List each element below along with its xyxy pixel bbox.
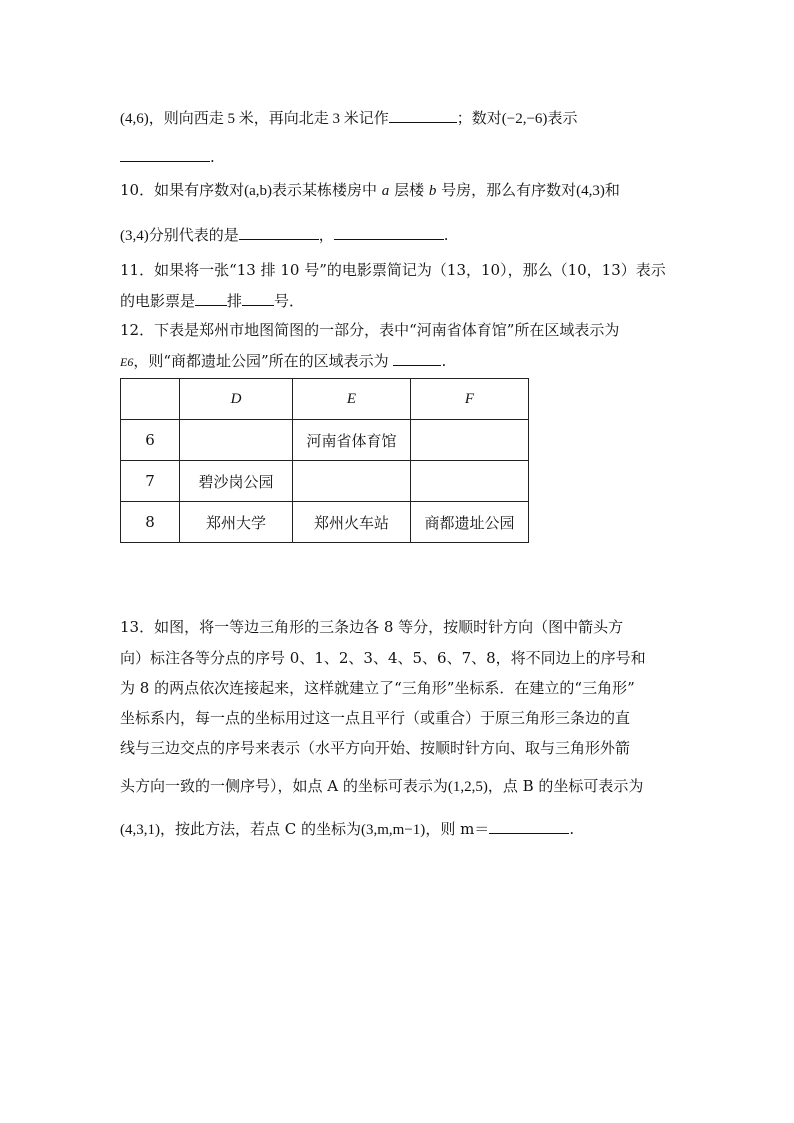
q13-answer-blank[interactable]	[489, 818, 569, 834]
map-grid-table	[120, 378, 529, 543]
q10-pair-43: (4,3)	[576, 183, 605, 199]
q10-period: .	[443, 226, 449, 244]
q10-line-1	[120, 180, 620, 201]
table-header-d: D	[180, 379, 293, 420]
table-cell: 河南省体育馆	[293, 420, 411, 461]
q13-line-1: 13．如图，将一等边三角形的三条边各 8 等分，按顺时针方向（图中箭头方	[120, 618, 624, 636]
q10-var-b: b	[428, 183, 437, 199]
q9-answer-blank-1[interactable]	[389, 107, 457, 123]
q9-line-1	[120, 107, 577, 129]
table-row	[121, 461, 529, 502]
q10-text-3: 号房，那么有序数对	[441, 181, 577, 199]
q10-number: 10．如果有序数对	[120, 181, 245, 199]
table-cell: 碧沙岗公园	[180, 461, 293, 502]
q12-answer-blank[interactable]	[393, 350, 441, 366]
q13-period: .	[569, 820, 575, 838]
table-cell	[293, 461, 411, 502]
q11-text-start: 的电影票是	[120, 292, 196, 310]
q9-period: .	[210, 148, 215, 166]
table-row-label: 6	[121, 420, 180, 461]
q10-var-a: a	[381, 183, 390, 199]
table-cell: 郑州大学	[180, 502, 293, 543]
q11-line-2	[120, 290, 304, 311]
table-header-row	[121, 379, 529, 420]
table-row-label: 8	[121, 502, 180, 543]
table-row-label: 7	[121, 461, 180, 502]
q9-answer-blank-2[interactable]	[120, 146, 210, 162]
q13-pair-b: (4,3,1)	[120, 822, 160, 838]
q11-text-mid: 排	[227, 292, 243, 310]
table-cell	[411, 461, 529, 502]
table-header-f: F	[411, 379, 529, 420]
q12-code: E6	[120, 355, 134, 369]
q10-comma: ，	[318, 226, 334, 244]
table-cell	[411, 420, 529, 461]
q10-line-2	[120, 224, 449, 246]
q10-text-4: 和	[604, 181, 620, 199]
q9-text-end: 表示	[547, 109, 578, 127]
q12-text: ，则“商都遗址公园”所在的区域表示为	[133, 352, 389, 370]
q13-text-7b: ，则 m＝	[425, 820, 490, 838]
q12-period: .	[441, 352, 447, 370]
q13-pair-c: (3,m,m−1)	[361, 822, 426, 838]
table-cell: 郑州火车站	[293, 502, 411, 543]
q10-text: 表示某栋楼房中	[272, 181, 378, 199]
q13-text-6b: ，点 B 的坐标可表示为	[487, 777, 644, 795]
q13-pair-a: (1,2,5)	[447, 779, 488, 795]
q10-text-2: 层楼	[394, 181, 425, 199]
q13-line-3: 为 8 的两点依次连接起来，这样就建立了“三角形”坐标系．在建立的“三角形”	[120, 679, 635, 697]
q10-text-5: 分别代表的是	[148, 226, 239, 244]
q11-answer-blank-2[interactable]	[242, 290, 274, 306]
q9-text-start: (4,6)，则向西走 5 米，再向北走 3 米记作	[120, 111, 389, 127]
q11-answer-blank-1[interactable]	[195, 290, 227, 306]
q13-line-4: 坐标系内，每一点的坐标用过这一点且平行（或重合）于原三角形三条边的直	[120, 709, 631, 727]
q12-line-2	[120, 350, 446, 372]
q13-line-7	[120, 818, 574, 840]
q10-pair-ab: (a,b)	[244, 183, 272, 199]
q13-line-2: 向）标注各等分点的序号 0、1、2、3、4、5、6、7、8，将不同边上的序号和	[120, 649, 646, 667]
table-cell: 商都遗址公园	[411, 502, 529, 543]
table-header-e: E	[293, 379, 411, 420]
q11-line-1: 11．如果将一张“13 排 10 号”的电影票简记为（13，10），那么（10，13）表示	[120, 261, 666, 279]
table-header-corner	[121, 379, 180, 420]
q10-pair-34: (3,4)	[120, 228, 149, 244]
q9-text-mid: ；数对	[456, 109, 502, 127]
q9-pair: (−2,−6)	[501, 111, 548, 127]
q12-line-1: 12．下表是郑州市地图简图的一部分，表中“河南省体育馆”所在区域表示为	[120, 321, 620, 339]
table-row	[121, 502, 529, 543]
q13-text-7a: ，按此方法，若点 C 的坐标为	[160, 820, 362, 838]
q10-answer-blank-1[interactable]	[239, 224, 319, 240]
q9-line-2	[120, 146, 215, 167]
q10-answer-blank-2[interactable]	[334, 224, 444, 240]
table-row	[121, 420, 529, 461]
q13-line-5: 线与三边交点的序号来表示（水平方向开始、按顺时针方向、取与三角形外箭	[120, 739, 631, 757]
q11-text-end: 号．	[274, 292, 305, 310]
q13-text-6a: 头方向一致的一侧序号），如点 A 的坐标可表示为	[120, 777, 448, 795]
table-cell	[180, 420, 293, 461]
q13-line-6	[120, 776, 643, 797]
